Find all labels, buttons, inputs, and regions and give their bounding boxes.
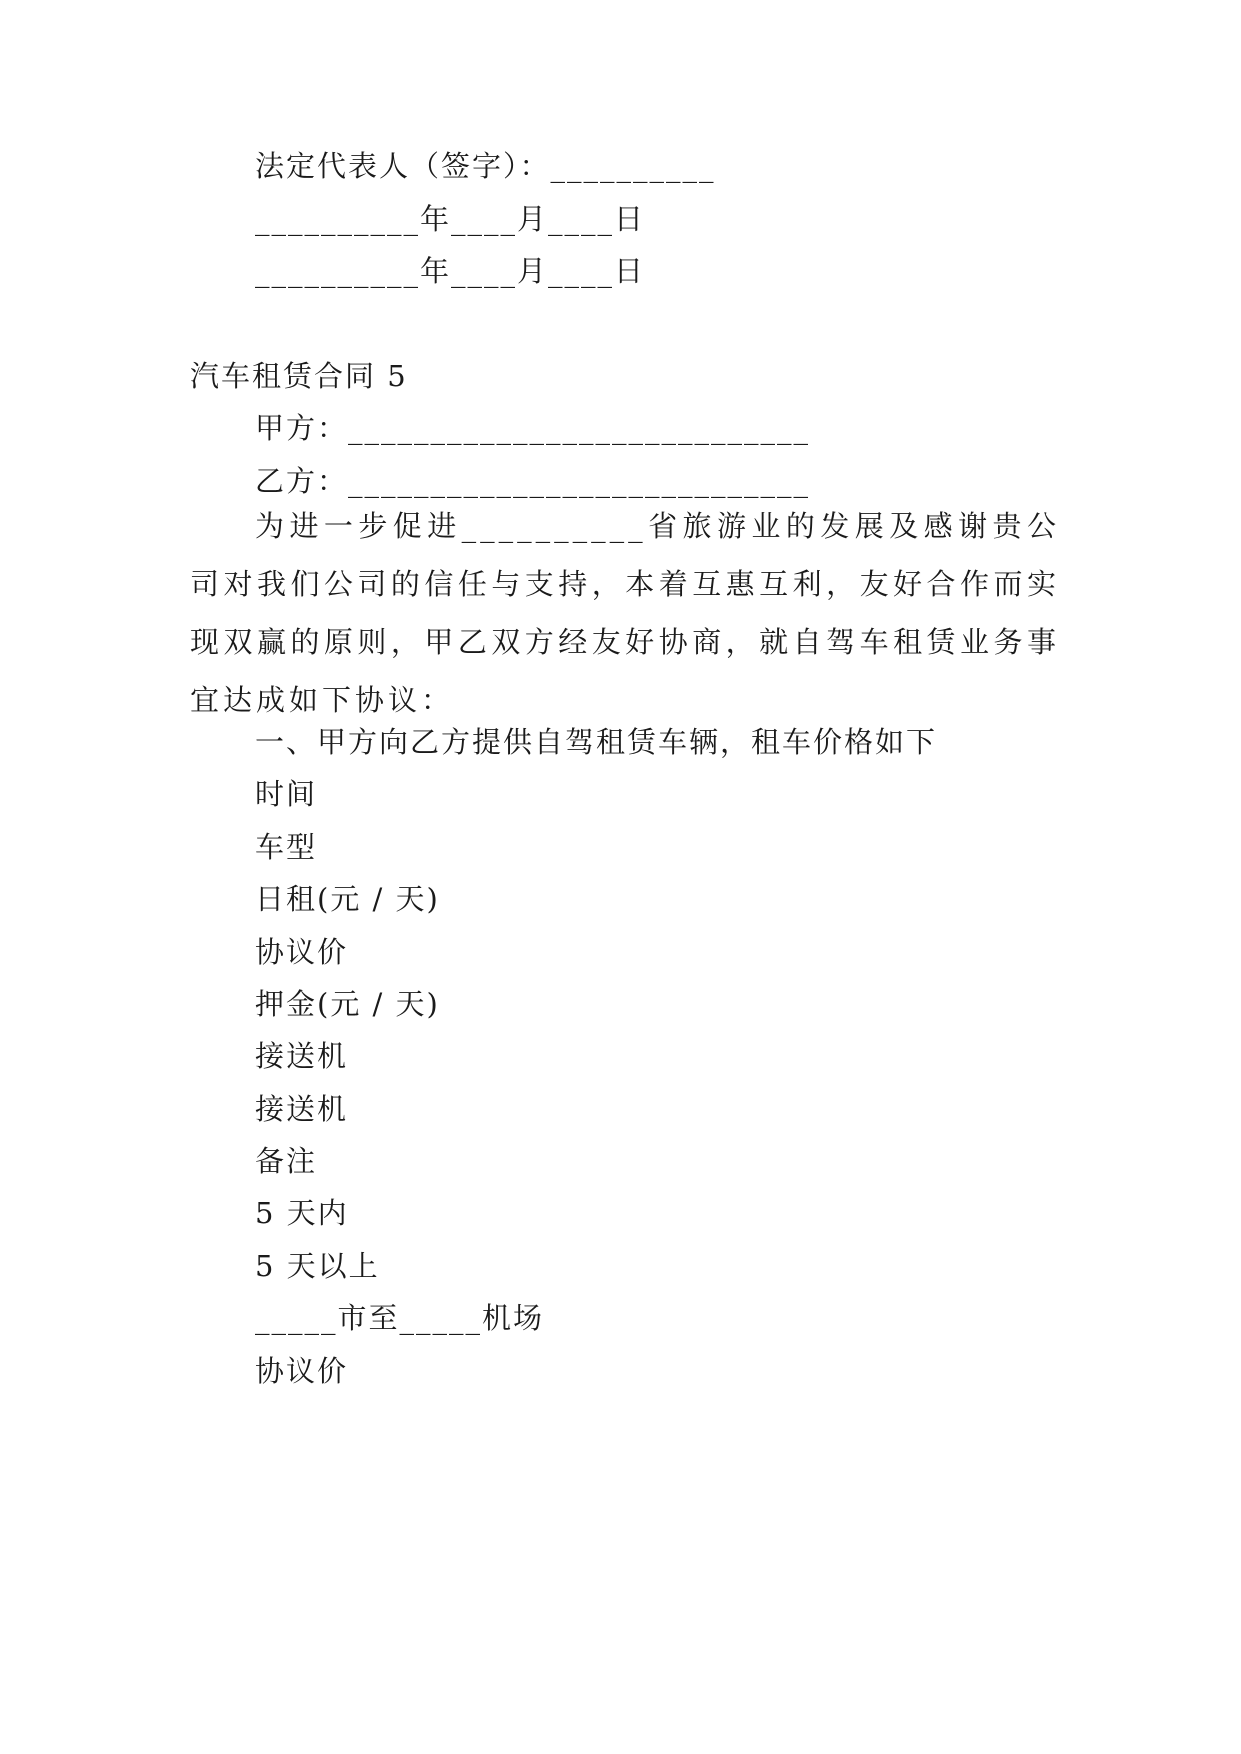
intro-paragraph: 为进一步促进__________省旅游业的发展及感谢贵公司对我们公司的信任与支持，本着互惠互利，友好合作而实现双赢的原则，甲乙双方经友好协商，就自驾车租赁业务事宜达成如下协议： (190, 509, 1060, 717)
contract-title: 汽车租赁合同 5 (190, 359, 408, 393)
table-cell-agreed-price-2: 协议价 (255, 1354, 349, 1388)
clause-1: 一、甲方向乙方提供自驾租赁车辆，租车价格如下 (255, 725, 938, 759)
table-cell-deposit: 押金(元 / 天) (255, 987, 440, 1021)
table-cell-time: 时间 (255, 777, 318, 811)
date-line-2: __________年____月____日 (255, 254, 646, 288)
legal-representative-signature-line: 法定代表人（签字）：__________ (255, 149, 716, 183)
table-cell-daily-rent: 日租(元 / 天) (255, 882, 440, 916)
party-b-line: 乙方：____________________________ (255, 464, 811, 498)
table-cell-agreed-price: 协议价 (255, 935, 349, 969)
table-cell-within-5-days: 5 天内 (255, 1196, 349, 1230)
table-cell-airport-transfer-2: 接送机 (255, 1092, 349, 1126)
table-cell-remark: 备注 (255, 1144, 318, 1178)
party-a-line: 甲方：____________________________ (255, 411, 811, 445)
table-cell-over-5-days: 5 天以上 (255, 1249, 380, 1283)
date-line-1: __________年____月____日 (255, 202, 646, 236)
table-cell-model: 车型 (255, 830, 318, 864)
table-cell-city-to-airport: _____市至_____机场 (255, 1301, 545, 1335)
table-cell-airport-transfer-1: 接送机 (255, 1039, 349, 1073)
